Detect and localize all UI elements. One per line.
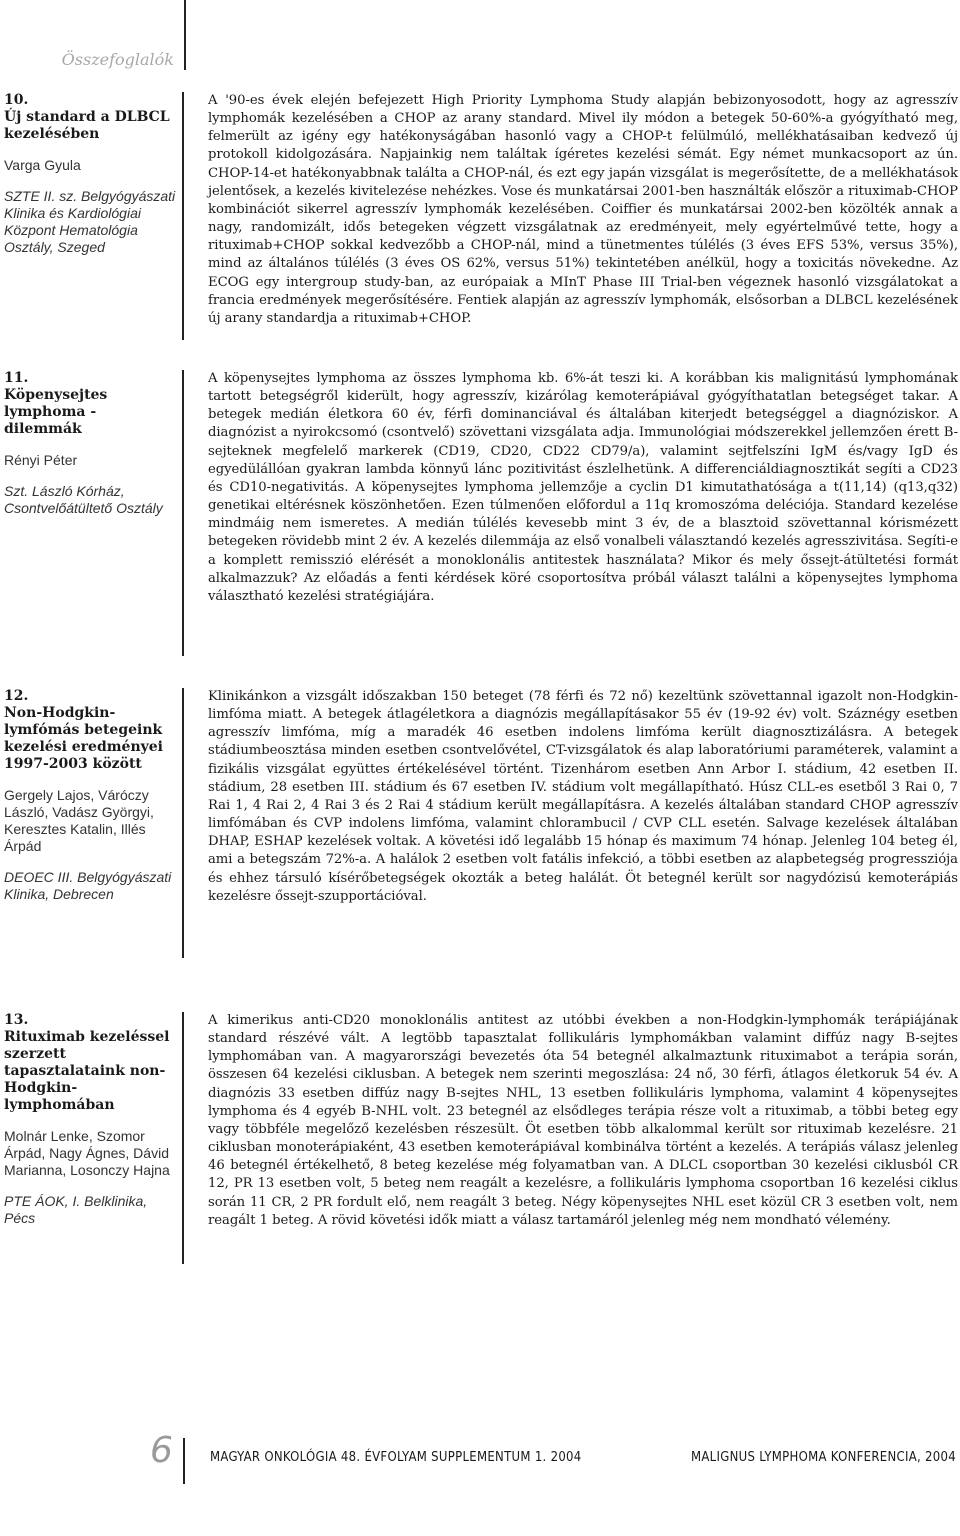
conference-name: MALIGNUS LYMPHOMA KONFERENCIA, 2004 [690,1450,956,1465]
abstract-number: 11. [4,370,29,386]
abstract-institution: DEOEC III. Belgyógyászati Klinika, Debrecen [4,869,172,902]
header-divider [184,0,186,70]
abstract-meta [4,688,176,903]
abstract-body: Klinikánkon a vizsgált időszakban 150 beteget (78 férfi és 72 nő) kezeltünk szövettannal igazolt non-Hodgkin-limfóma miatt. A betegek átlagéletkora a diagnózis megállapításakor 55 év (19-92 év) volt. Száznégy esetben agresszív limfóma, míg a maradék 46 esetben indolens limfóma került diagnosztizálásra. A betegek stádiumbeosztása minden esetben csontvelővétel, CT-vizsgálatok és alap laboratóriumi paraméterek, valamint a fizikális vizsgálat együttes értékelésével történt. Tizenhárom esetben Ann Arbor I. stádium, 42 esetben II. stádium, 28 esetben III. stádium és 67 esetben IV. stádium volt megállapítható. Húsz CLL-es esetből 3 Rai 0, 7 Rai 1, 4 Rai 2, 4 Rai 3 és 2 Rai 4 stádium került megállapításra. A kezelés általában standard CHOP agresszív limfómában és CVP indolens limfóma, valamint chlorambucil / CVP CLL esetén. Salvage kezelések általában DHAP, ESHAP kezelések voltak. A követési idő legalább 15 hónap és maximum 74 hónap. Jelenleg 104 beteg él, ami a betegszám 72%-a. A halálok 2 esetben volt fatális infekció, a többi esetben az alapbetegség progressziója és ehhez társuló kísérőbetegségek okozták a beteg halálát. Öt betegnél került sor nagydózisú kemoterápiás kezelésre őssejt-szupportációval. [208,689,958,904]
journal-citation: MAGYAR ONKOLÓGIA 48. ÉVFOLYAM SUPPLEMENTUM 1. 2004 [210,1450,582,1465]
abstract-number: 13. [4,1012,29,1028]
page-footer [0,1430,960,1490]
abstract-number: 12. [4,688,29,704]
abstract-institution: SZTE II. sz. Belgyógyászati Klinika és Kardiológiai Központ Hematológia Osztály, Szeged [4,188,176,255]
abstract-authors: Molnár Lenke, Szomor Árpád, Nagy Ágnes, Dávid Marianna, Losonczy Hajna [4,1128,170,1178]
abstract-meta [4,1012,176,1227]
section-title: Összefoglalók [61,50,174,69]
abstract-title-text: Új standard a DLBCL kezelésében [4,109,170,142]
abstract-authors: Rényi Péter [4,452,78,468]
abstract-title-text: Köpenysejtes lymphoma - dilemmák [4,387,108,437]
abstract-number: 10. [4,92,29,108]
abstract-body: A kimerikus anti-CD20 monoklonális antitest az utóbbi években a non-Hodgkin-lymphomák terápiájának standard részévé vált. A legtöbb tapasztalat follikuláris lymphomákban valamint diffúz nagy B-sejtes lymphomában van. A magyarországi bevezetés óta 54 betegnél alkalmaztunk rituximabot a terápia során, összesen 64 kezelési ciklusban. A betegek nem szerinti megoszlása: 24 nő, 30 férfi, átlagos életkoruk 54 év. A diagnózis 33 esetben diffúz nagy B-sejtes NHL, 13 esetben follikuláris lymphoma, valamint 4 köpenysejtes lymphoma és 4 egyéb B-NHL volt. 23 betegnél az elsődleges terápia része volt a rituximab, a többi beteg egy vagy többféle megelőző kezelésben részesült. Öt esetben több alkalommal került sor rituximab kezelésre. 21 ciklusban monoterápiaként, 43 esetben kemoterápiával kombinálva történt a kezelés. A terápiás válasz jelenleg 46 betegnél értékelhető, 8 beteg kezelése még folyamatban van. A DLCL csoportban 30 kezelési ciklusból CR 12, PR 13 esetben volt, 5 beteg nem reagált a kezelésre, a follikuláris lymphoma csoportban 16 kezelési ciklus során 11 CR, 2 PR fordult elő, nem reagált 3 beteg. Négy köpenysejtes NHL eset közül CR 3 esetben volt, nem reagált 1 beteg. A rövid követési idők miatt a válasz tartamáról jelenleg még nem mondható vélemény. [208,1013,958,1228]
abstract-body: A '90-es évek elején befejezett High Priority Lymphoma Study alapján bebizonyosodott, hogy az agresszív lymphomák kezelésében a CHOP az arany standard. Mivel ily módon a betegek 50-60%-a gyógyítható meg, felmerült az igény egy hatékonyságában hasonló vagy a CHOP-t felülmúló, mellékhatásaiban kedvező új protokoll kidolgozására. Napjainkig nem találtak ígéretes kezelési sémát. Egy német munkacsoport az ún. CHOP-14-et hatékonyabbnak találta a CHOP-nál, és ezt egy japán vizsgálat is megerősítette, de a mellékhatások jelentősek, a kezelés kivitelezése nehézkes. Vose és munkatársai 2001-ben használták először a rituximab-CHOP kombinációt sikerrel agresszív lymphomák kezelésében. Coiffier és munkatársai 2002-ben közölték annak a nagy, randomizált, idős betegeken végzett vizsgálatnak az eredményeit, mely egyértelművé tette, hogy a rituximab+CHOP sokkal kedvezőbb a CHOP-nál, mind a tünetmentes túlélés (3 éves EFS 53%, versus 35%), mind az általános túlélés (3 éves OS 62%, versus 51%) tekintetében anélkül, hogy a toxicitás növekedne. Az ECOG egy intergroup study-ban, az európaiak a MInT Phase III Trial-ben végeznek hasonló vizsgálatokat a francia eredmények megerősítésére. Fentiek alapján az agresszív lymphomák, elsősorban a DLBCL kezelésének új arany standardja a rituximab+CHOP. [208,93,958,326]
column-divider [182,92,184,340]
abstract-title-text: Non-Hodgkin-lymfómás betegeink kezelési eredményei 1997-2003 között [4,705,164,772]
abstract-institution: PTE ÁOK, I. Belklinika, Pécs [4,1193,148,1226]
abstract-title [4,688,176,773]
abstract-title [4,370,176,438]
column-divider [182,1012,184,1264]
column-divider [182,370,184,656]
column-divider [182,688,184,958]
abstract-title [4,92,176,143]
footer-divider [183,1438,185,1484]
abstract-institution: Szt. László Kórház, Csontvelőátültető Osztály [4,483,163,516]
abstract-title [4,1012,176,1114]
abstract-body: A köpenysejtes lymphoma az összes lymphoma kb. 6%-át teszi ki. A korábban kis malignitású lymphomának tartott betegségről kiderült, hogy agresszív, kizárólag kemoterápiával gyógyíthatatlan betegséget takar. A betegek medián életkora 60 év, férfi dominanciával és általában kiterjedt betegséggel a diagnóziskor. A diagnózist a nyirokcsomó (csontvelő) szövettani vizsgálata adja. Immunológiai módszerekkel jellemzően érett B-sejteknek megfelelő markerek (CD19, CD20, CD22 CD79/a), valamint sejtfelszíni IgM és/vagy IgD és egyedülállóan gyakran lambda könnyű lánc pozitivitást észlelhetünk. A differenciáldiagnosztikát segíti a CD23 és CD10-negativitás. A köpenysejtes lymphoma jellemzője a cyclin D1 kimutathatósága a t(11,14) (q13,q32) genetikai eltérésnek köszönhetően. Ezen túlmenően előfordul a 11q kromoszóma deléciója. Standard kezelése mindmáig nem ismeretes. A medián túlélés kevesebb mint 3 év, de a blasztoid szövettannal kórismézett betegeken rövidebb mint 2 év. A kezelés dilemmája az első vonalbeli választandó kezelés agresszivitása. Segíti-e a komplett remisszió elérését a monoklonális antitestek használata? Mikor és mely őssejt-átültetési formát alkalmazzuk? Az előadás a fenti kérdések köré csoportosítva próbál választ találni a köpenysejtes lymphoma választható kezelési stratégiájára. [208,371,958,604]
abstract-authors: Gergely Lajos, Váróczy László, Vadász Györgyi, Keresztes Katalin, Illés Árpád [4,787,154,854]
abstract-meta [4,92,176,256]
abstract-authors: Varga Gyula [4,157,81,173]
page-number: 6 [150,1430,173,1471]
abstract-title-text: Rituximab kezeléssel szerzett tapasztalataink non-Hodgkin-lymphomában [4,1029,170,1113]
abstract-meta [4,370,176,517]
